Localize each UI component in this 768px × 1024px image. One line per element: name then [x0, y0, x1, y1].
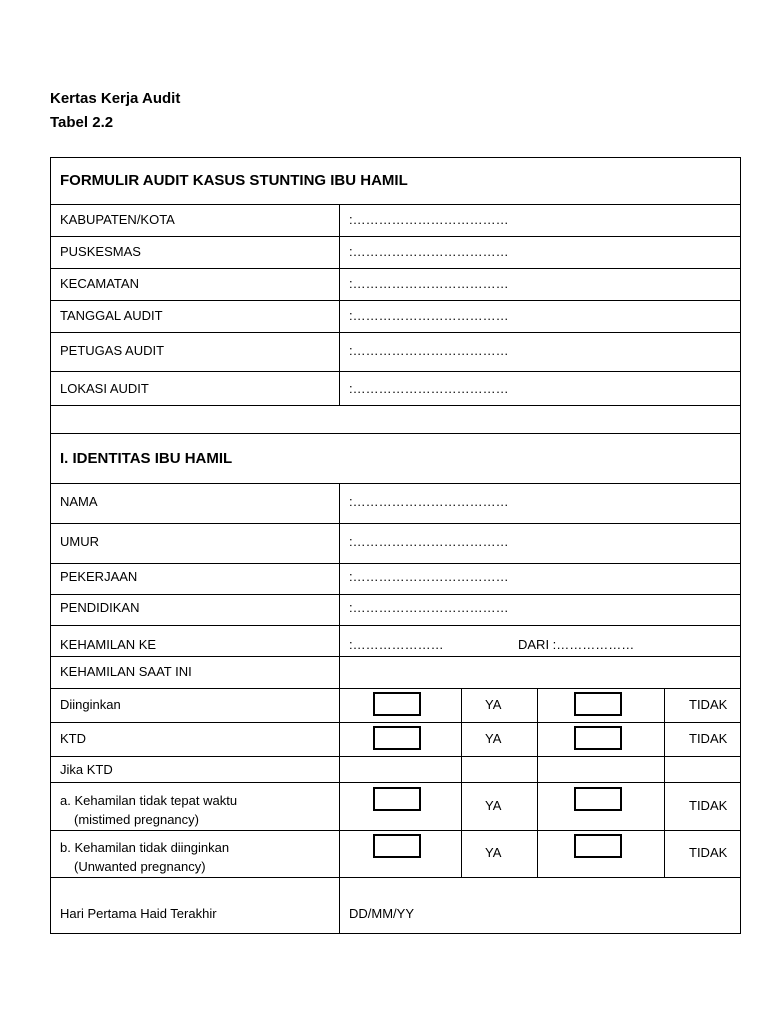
- field-value-kabupaten[interactable]: :………………………………: [349, 212, 509, 227]
- field-label-kecamatan: KECAMATAN: [60, 276, 139, 291]
- field-label-petugas-audit: PETUGAS AUDIT: [60, 343, 165, 358]
- checkbox-diinginkan-ya[interactable]: [373, 692, 421, 716]
- field-label-pekerjaan: PEKERJAAN: [60, 569, 138, 584]
- option-tidak-label: TIDAK: [689, 697, 728, 712]
- section-title-identitas: I. IDENTITAS IBU HAMIL: [60, 450, 233, 467]
- audit-form-table: [50, 157, 741, 934]
- option-tidak-label: TIDAK: [689, 798, 728, 813]
- field-value-umur[interactable]: :………………………………: [349, 534, 509, 549]
- document-heading: Kertas Kerja Audit: [50, 90, 181, 107]
- field-label-pendidikan: PENDIDIKAN: [60, 600, 140, 615]
- row-label-mistimed: a. Kehamilan tidak tepat waktu: [60, 793, 238, 808]
- option-ya-label: YA: [485, 731, 502, 746]
- field-label-hpht: Hari Pertama Haid Terakhir: [60, 906, 217, 921]
- field-label-kehamilan-saat-ini: KEHAMILAN SAAT INI: [60, 664, 192, 679]
- field-label-nama: NAMA: [60, 494, 98, 509]
- checkbox-ktd-ya[interactable]: [373, 726, 421, 750]
- row-label-jika-ktd: Jika KTD: [60, 762, 113, 777]
- row-label-unwanted-en: (Unwanted pregnancy): [74, 859, 206, 874]
- checkbox-ktd-tidak[interactable]: [574, 726, 622, 750]
- form-title: FORMULIR AUDIT KASUS STUNTING IBU HAMIL: [60, 172, 408, 189]
- field-value-puskesmas[interactable]: :………………………………: [349, 244, 509, 259]
- checkbox-diinginkan-tidak[interactable]: [574, 692, 622, 716]
- field-value-kehamilan-ke[interactable]: :…………………: [349, 637, 444, 652]
- option-ya-label: YA: [485, 845, 502, 860]
- field-label-kehamilan-ke: KEHAMILAN KE: [60, 637, 157, 652]
- checkbox-unwanted-tidak[interactable]: [574, 834, 622, 858]
- field-label-kabupaten: KABUPATEN/KOTA: [60, 212, 175, 227]
- field-label-umur: UMUR: [60, 534, 99, 549]
- row-label-unwanted: b. Kehamilan tidak diinginkan: [60, 840, 230, 855]
- field-value-pendidikan[interactable]: :………………………………: [349, 600, 509, 615]
- option-ya-label: YA: [485, 697, 502, 712]
- field-value-lokasi-audit[interactable]: :………………………………: [349, 381, 509, 396]
- field-value-kecamatan[interactable]: :………………………………: [349, 276, 509, 291]
- checkbox-mistimed-ya[interactable]: [373, 787, 421, 811]
- option-tidak-label: TIDAK: [689, 731, 728, 746]
- option-tidak-label: TIDAK: [689, 845, 728, 860]
- field-value-pekerjaan[interactable]: :………………………………: [349, 569, 509, 584]
- field-value-petugas-audit[interactable]: :………………………………: [349, 343, 509, 358]
- field-value-hpht[interactable]: DD/MM/YY: [349, 906, 414, 921]
- field-label-tanggal-audit: TANGGAL AUDIT: [60, 308, 163, 323]
- row-label-ktd: KTD: [60, 731, 86, 746]
- field-label-puskesmas: PUSKESMAS: [60, 244, 141, 259]
- field-value-tanggal-audit[interactable]: :………………………………: [349, 308, 509, 323]
- checkbox-unwanted-ya[interactable]: [373, 834, 421, 858]
- field-value-dari[interactable]: DARI :………………: [518, 637, 635, 652]
- table-number: Tabel 2.2: [50, 114, 114, 131]
- option-ya-label: YA: [485, 798, 502, 813]
- row-label-diinginkan: Diinginkan: [60, 697, 121, 712]
- field-label-lokasi-audit: LOKASI AUDIT: [60, 381, 149, 396]
- checkbox-mistimed-tidak[interactable]: [574, 787, 622, 811]
- row-label-mistimed-en: (mistimed pregnancy): [74, 812, 199, 827]
- field-value-nama[interactable]: :………………………………: [349, 494, 509, 509]
